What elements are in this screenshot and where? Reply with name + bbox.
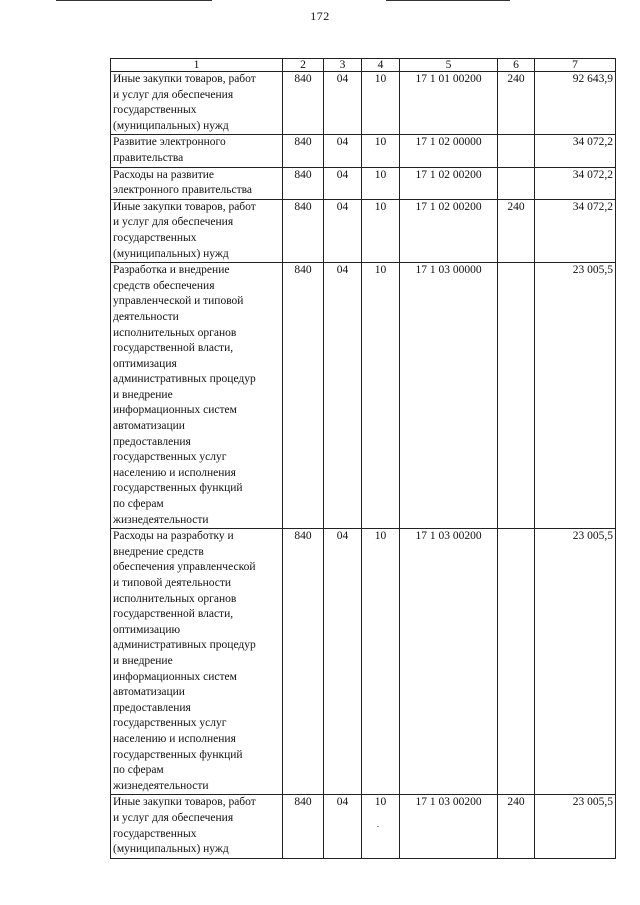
- expense-name-line: исполнительных органов: [113, 592, 237, 605]
- expense-name-line: по сферам: [113, 764, 164, 777]
- section-code-cell: 04: [324, 529, 362, 795]
- ministry-code-cell: 840: [283, 263, 324, 529]
- expense-name-line: Расходы на развитие: [113, 168, 215, 181]
- amount-cell: 23 005,5: [535, 795, 616, 858]
- expense-name-line: государственных: [113, 104, 197, 117]
- expense-name-line: государственных услуг: [113, 451, 227, 464]
- expense-name-line: административных процедур: [113, 373, 256, 386]
- section-code-cell: 04: [324, 167, 362, 199]
- expense-type-cell: 240: [498, 199, 535, 262]
- section-code-cell: 04: [324, 199, 362, 262]
- ministry-code-cell: 840: [283, 795, 324, 858]
- subsection-code-cell: 10: [362, 72, 400, 135]
- expense-name-line: государственных услуг: [113, 717, 227, 730]
- subsection-code-cell: 10: [362, 529, 400, 795]
- expense-name-line: государственных функций: [113, 748, 243, 761]
- expense-type-cell: [498, 263, 535, 529]
- expense-name-line: населению и исполнения: [113, 732, 236, 745]
- page-number: 172: [310, 9, 330, 23]
- expense-name-line: и внедрение: [113, 388, 173, 401]
- expense-name-line: населению и исполнения: [113, 466, 236, 479]
- column-header-2: 2: [283, 59, 324, 72]
- column-header-1: 1: [111, 59, 283, 72]
- column-number-row: [111, 59, 616, 72]
- expense-name-line: деятельности: [113, 310, 179, 323]
- table-row: [111, 199, 616, 262]
- expense-name-line: внедрение средств: [113, 545, 204, 558]
- expense-name-line: исполнительных органов: [113, 326, 237, 339]
- expense-name-line: информационных систем: [113, 670, 237, 683]
- table-row: [111, 135, 616, 167]
- target-article-cell: 17 1 01 00200: [400, 72, 498, 135]
- ministry-code-cell: 840: [283, 529, 324, 795]
- target-article-cell: 17 1 02 00000: [400, 135, 498, 167]
- target-article-cell: 17 1 03 00000: [400, 263, 498, 529]
- expense-name-line: управленческой и типовой: [113, 295, 244, 308]
- section-code-cell: 04: [324, 795, 362, 858]
- table-row: [111, 795, 616, 858]
- top-border-line-left: [56, 0, 212, 1]
- target-article-cell: 17 1 02 00200: [400, 199, 498, 262]
- expense-name-line: (муниципальных) нужд: [113, 843, 229, 856]
- amount-cell: 23 005,5: [535, 263, 616, 529]
- expense-name-line: Иные закупки товаров, работ: [113, 73, 256, 85]
- expense-name-cell: [111, 263, 283, 529]
- expense-name-line: государственной власти,: [113, 608, 234, 621]
- amount-cell: 34 072,2: [535, 135, 616, 167]
- column-header-6: 6: [498, 59, 535, 72]
- expense-name-line: Развитие электронного: [113, 136, 226, 149]
- column-header-3: 3: [324, 59, 362, 72]
- expense-name-line: предоставления: [113, 435, 191, 448]
- expense-name-cell: [111, 167, 283, 199]
- section-code-cell: 04: [324, 135, 362, 167]
- section-code-cell: 04: [324, 263, 362, 529]
- target-article-cell: 17 1 03 00200: [400, 795, 498, 858]
- expense-name-line: Расходы на разработку и: [113, 530, 234, 543]
- expense-name-line: Иные закупки товаров, работ: [113, 200, 256, 213]
- expense-name-cell: [111, 72, 283, 135]
- column-header-4: 4: [362, 59, 400, 72]
- expense-name-line: жизнедеятельности: [113, 513, 209, 526]
- expense-name-line: государственной власти,: [113, 342, 234, 355]
- table-row: [111, 167, 616, 199]
- amount-cell: 34 072,2: [535, 199, 616, 262]
- ministry-code-cell: 840: [283, 199, 324, 262]
- expense-name-line: и услуг для обеспечения: [113, 216, 234, 229]
- expense-type-cell: 240: [498, 72, 535, 135]
- expense-name-cell: [111, 529, 283, 795]
- expense-name-line: и типовой деятельности: [113, 577, 232, 589]
- expense-name-line: жизнедеятельности: [113, 779, 209, 792]
- expense-name-line: государственных функций: [113, 482, 243, 495]
- expense-name-cell: [111, 135, 283, 167]
- expense-type-cell: [498, 167, 535, 199]
- subsection-code-cell: 10: [362, 263, 400, 529]
- table-row: [111, 72, 616, 135]
- table-body: [111, 72, 616, 859]
- amount-cell: 34 072,2: [535, 167, 616, 199]
- expense-name-line: обеспечения управленческой: [113, 561, 256, 574]
- expense-type-cell: 240: [498, 795, 535, 858]
- expense-name-line: информационных систем: [113, 404, 237, 417]
- ministry-code-cell: 840: [283, 167, 324, 199]
- top-border-line-right: [386, 0, 510, 1]
- expense-type-cell: [498, 529, 535, 795]
- expense-name-line: предоставления: [113, 701, 191, 714]
- expense-name-line: государственных: [113, 827, 197, 840]
- subsection-code-cell: 10: [362, 199, 400, 262]
- amount-cell: 23 005,5: [535, 529, 616, 795]
- expense-name-line: правительства: [113, 151, 184, 164]
- expense-name-line: средств обеспечения: [113, 279, 215, 292]
- expense-name-line: и услуг для обеспечения: [113, 88, 234, 101]
- expense-name-cell: [111, 795, 283, 858]
- expense-name-cell: [111, 199, 283, 262]
- expense-name-line: Разработка и внедрение: [113, 264, 230, 277]
- expense-name-line: по сферам: [113, 498, 164, 511]
- expense-name-line: оптимизацию: [113, 623, 181, 636]
- table-header: [111, 59, 616, 72]
- target-article-cell: 17 1 02 00200: [400, 167, 498, 199]
- expense-name-line: (муниципальных) нужд: [113, 247, 229, 260]
- expense-name-line: административных процедур: [113, 639, 256, 652]
- ministry-code-cell: 840: [283, 135, 324, 167]
- expense-name-line: государственных: [113, 231, 197, 244]
- budget-table: [110, 58, 616, 859]
- scan-speck: [377, 826, 379, 827]
- expense-name-line: (муниципальных) нужд: [113, 119, 229, 132]
- table-row: [111, 263, 616, 529]
- subsection-code-cell: 10: [362, 167, 400, 199]
- expense-name-line: оптимизация: [113, 357, 177, 370]
- target-article-cell: 17 1 03 00200: [400, 529, 498, 795]
- table-row: [111, 529, 616, 795]
- expense-name-line: и услуг для обеспечения: [113, 811, 234, 824]
- expense-name-line: автоматизации: [113, 420, 185, 433]
- subsection-code-cell: 10: [362, 135, 400, 167]
- expense-name-line: автоматизации: [113, 686, 185, 699]
- amount-cell: 92 643,9: [535, 72, 616, 135]
- section-code-cell: 04: [324, 72, 362, 135]
- subsection-code-cell: 10: [362, 795, 400, 858]
- expense-name-line: Иные закупки товаров, работ: [113, 796, 256, 809]
- expense-name-line: электронного правительства: [113, 184, 253, 197]
- column-header-5: 5: [400, 59, 498, 72]
- ministry-code-cell: 840: [283, 72, 324, 135]
- expense-name-line: и внедрение: [113, 654, 173, 667]
- expense-type-cell: [498, 135, 535, 167]
- column-header-7: 7: [535, 59, 616, 72]
